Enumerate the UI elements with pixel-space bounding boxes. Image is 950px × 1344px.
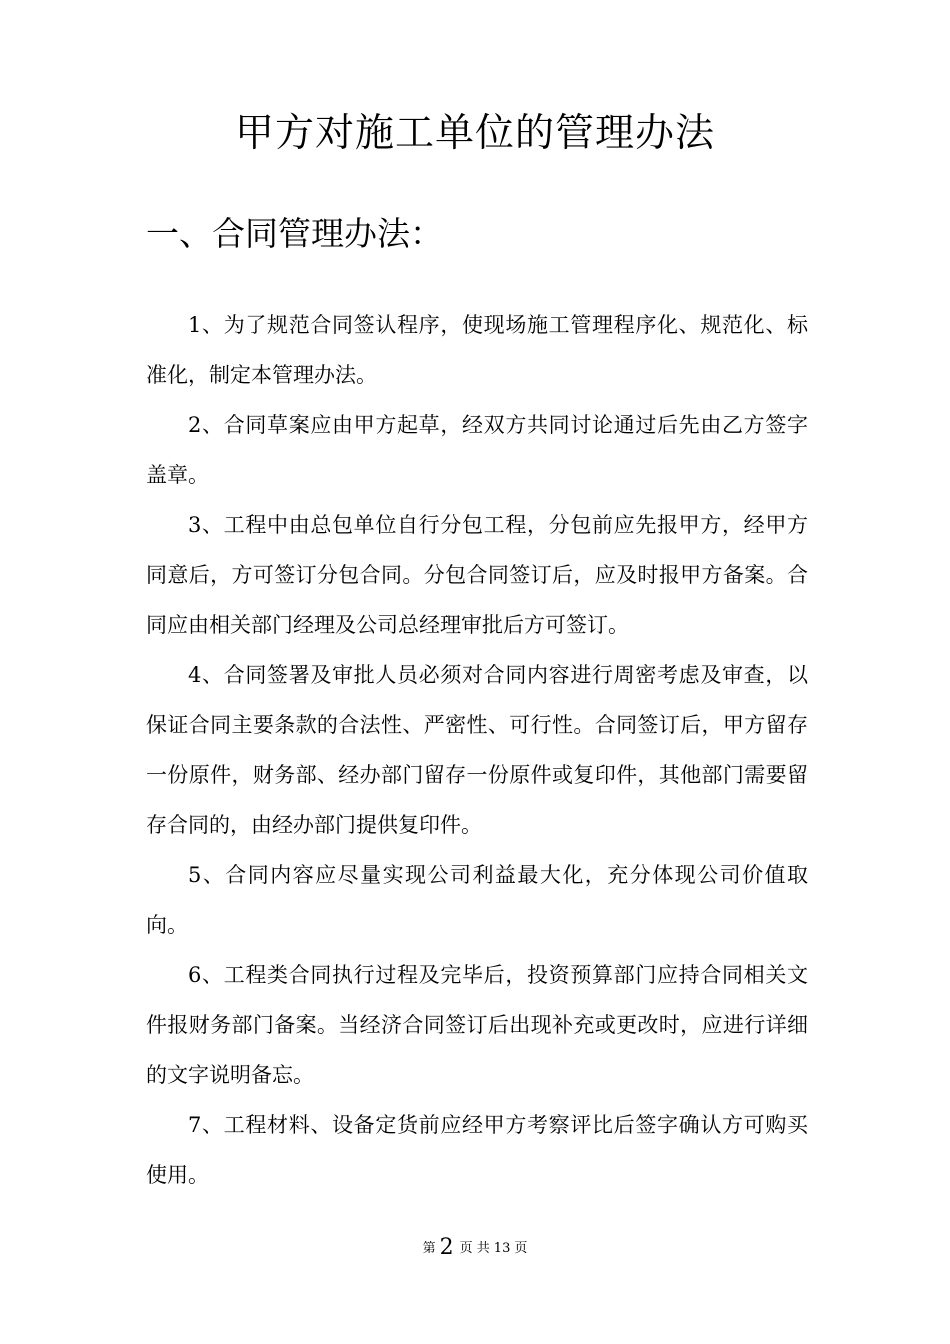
page-number: 2 [439, 1235, 454, 1260]
paragraph-1: 1、为了规范合同签认程序，使现场施工管理程序化、规范化、标准化，制定本管理办法。 [146, 313, 808, 387]
document-body [146, 300, 808, 1200]
paragraph-7: 7、工程材料、设备定货前应经甲方考察评比后签字确认方可购买使用。 [146, 1113, 808, 1187]
paragraph-2: 2、合同草案应由甲方起草，经双方共同讨论通过后先由乙方签字盖章。 [146, 413, 808, 487]
paragraph-6: 6、工程类合同执行过程及完毕后，投资预算部门应持合同相关文件报财务部门备案。当经济合同签订后出现补充或更改时，应进行详细的文字说明备忘。 [146, 963, 808, 1087]
section-heading: 一、合同管理办法： [146, 214, 443, 253]
paragraph-3: 3、工程中由总包单位自行分包工程，分包前应先报甲方，经甲方同意后，方可签订分包合同。分包合同签订后，应及时报甲方备案。合同应由相关部门经理及公司总经理审批后方可签订。 [146, 513, 808, 637]
footer-middle: 页 共 [459, 1241, 490, 1256]
footer-prefix: 第 [422, 1241, 436, 1256]
paragraph-5: 5、合同内容应尽量实现公司利益最大化，充分体现公司价值取向。 [146, 863, 808, 937]
footer-suffix: 页 [514, 1241, 528, 1256]
document-title: 甲方对施工单位的管理办法 [234, 111, 715, 156]
paragraph-4: 4、合同签署及审批人员必须对合同内容进行周密考虑及审查，以保证合同主要条款的合法性、严密性、可行性。合同签订后，甲方留存一份原件，财务部、经办部门留存一份原件或复印件，其他部门需要留存合同的，由经办部门提供复印件。 [146, 663, 808, 837]
page-footer [0, 1233, 950, 1264]
total-pages: 13 [493, 1241, 511, 1256]
